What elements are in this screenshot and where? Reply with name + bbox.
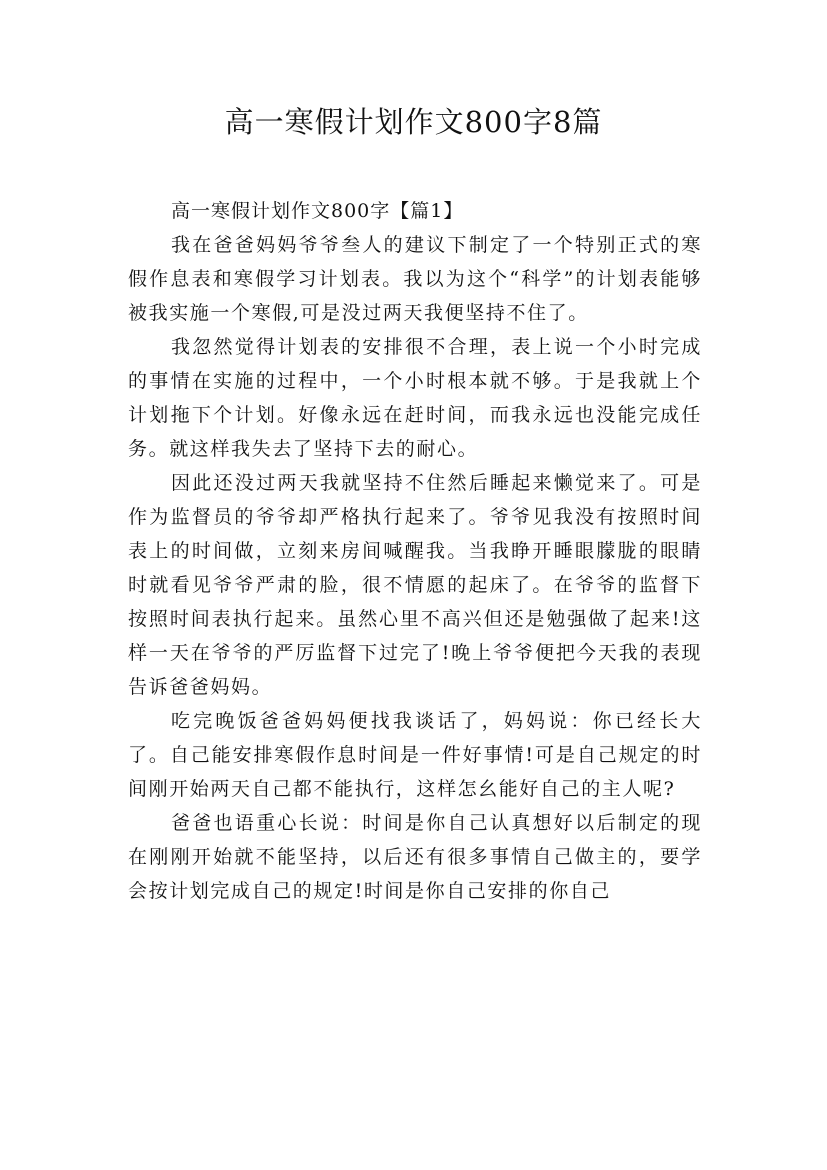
document-body bbox=[128, 194, 702, 908]
paragraph: 爸爸也语重心长说：时间是你自己认真想好以后制定的现在刚刚开始就不能坚持，以后还有很多事情自己做主的，要学会按计划完成自己的规定!时间是你自己安排的你自己 bbox=[128, 812, 702, 902]
paragraph: 我忽然觉得计划表的安排很不合理，表上说一个小时完成的事情在实施的过程中，一个小时根本就不够。于是我就上个计划拖下个计划。好像永远在赶时间，而我永远也没能完成任务。就这样我失去了坚持下去的耐心。 bbox=[128, 336, 702, 460]
paragraph: 吃完晚饭爸爸妈妈便找我谈话了，妈妈说：你已经长大了。自己能安排寒假作息时间是一件好事情!可是自己规定的时间刚开始两天自己都不能执行，这样怎幺能好自己的主人呢? bbox=[128, 710, 702, 800]
paragraph: 因此还没过两天我就坚持不住然后睡起来懒觉来了。可是作为监督员的爷爷却严格执行起来了。爷爷见我没有按照时间表上的时间做，立刻来房间喊醒我。当我睁开睡眼朦胧的眼睛时就看见爷爷严肃的脸，很不情愿的起床了。在爷爷的监督下按照时间表执行起来。虽然心里不高兴但还是勉强做了起来!这样一天在爷爷的严厉监督下过完了!晚上爷爷便把今天我的表现告诉爸爸妈妈。 bbox=[128, 472, 702, 698]
document-title: 高一寒假计划作文800字8篇 bbox=[224, 105, 603, 139]
paragraph: 我在爸爸妈妈爷爷叁人的建议下制定了一个特别正式的寒假作息表和寒假学习计划表。我以为这个“科学”的计划表能够被我实施一个寒假,可是没过两天我便坚持不住了。 bbox=[128, 234, 702, 324]
section-heading: 高一寒假计划作文800字【篇1】 bbox=[171, 200, 464, 222]
